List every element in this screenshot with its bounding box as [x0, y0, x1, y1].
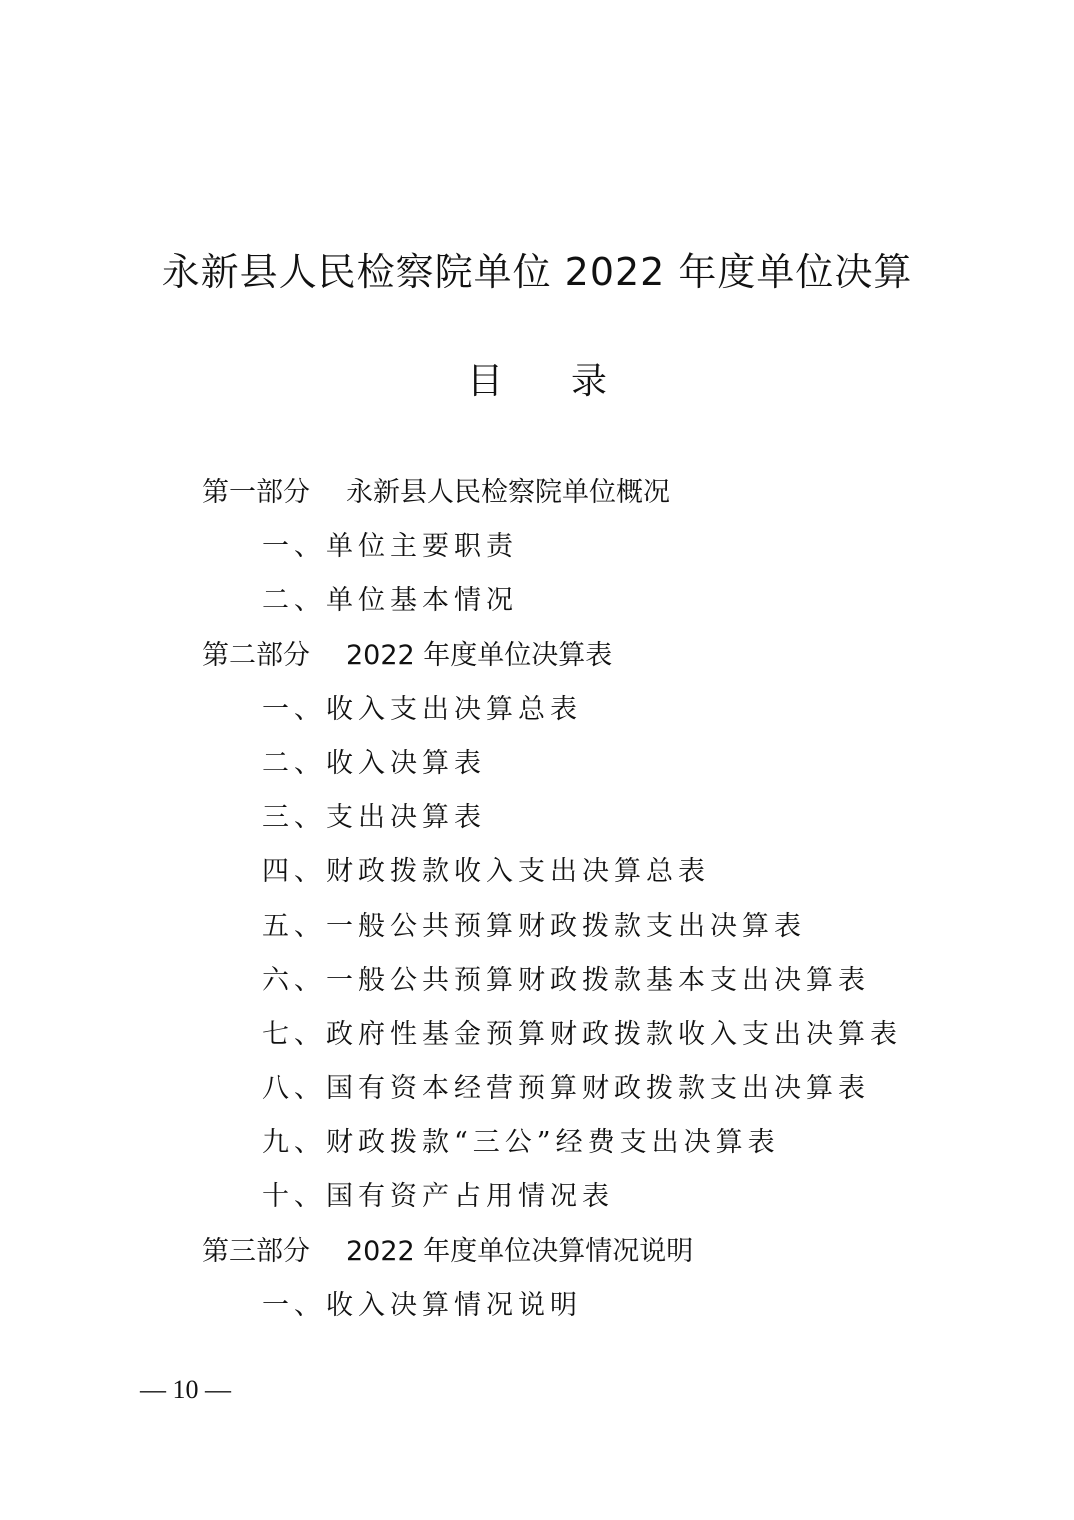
toc-item: 二、收入决算表 — [262, 747, 486, 779]
toc-part-3 — [0, 1225, 1074, 1279]
toc-heading-char-2: 录 — [571, 361, 608, 402]
toc-item: 五、一般公共预算财政拨款支出决算表 — [262, 910, 806, 942]
toc-item: 四、财政拨款收入支出决算总表 — [262, 856, 710, 888]
toc-item: 一、收入决算情况说明 — [262, 1289, 582, 1321]
toc-heading-char-1: 目 — [466, 361, 503, 402]
page-number: — 10 — — [140, 1375, 231, 1404]
toc-item: 九、财政拨款“三公”经费支出决算表 — [262, 1127, 780, 1159]
toc-part-2 — [0, 629, 1074, 683]
toc-part-title: 永新县人民检察院单位概况 — [346, 477, 670, 508]
toc-part-1 — [0, 466, 1074, 520]
toc-part-label: 第二部分 — [202, 639, 310, 671]
toc-item: 六、一般公共预算财政拨款基本支出决算表 — [262, 964, 870, 996]
toc-heading — [0, 356, 1074, 408]
toc-item: 七、政府性基金预算财政拨款收入支出决算表 — [262, 1018, 902, 1050]
toc-item: 十、国有资产占用情况表 — [262, 1181, 614, 1213]
toc-part-title: 2022 年度单位决算情况说明 — [346, 1235, 694, 1267]
toc-item: 二、单位基本情况 — [262, 585, 518, 617]
toc-item: 八、国有资本经营预算财政拨款支出决算表 — [262, 1073, 870, 1105]
toc-part-label: 第三部分 — [202, 1235, 310, 1267]
toc-item: 一、单位主要职责 — [262, 531, 518, 563]
toc-item: 一、收入支出决算总表 — [262, 693, 582, 725]
toc-item: 三、支出决算表 — [262, 802, 486, 834]
toc-part-title: 2022 年度单位决算表 — [346, 639, 613, 671]
table-of-contents — [0, 466, 1074, 1333]
document-title: 永新县人民检察院单位 2022 年度单位决算 — [161, 250, 913, 294]
toc-part-label: 第一部分 — [202, 477, 310, 508]
